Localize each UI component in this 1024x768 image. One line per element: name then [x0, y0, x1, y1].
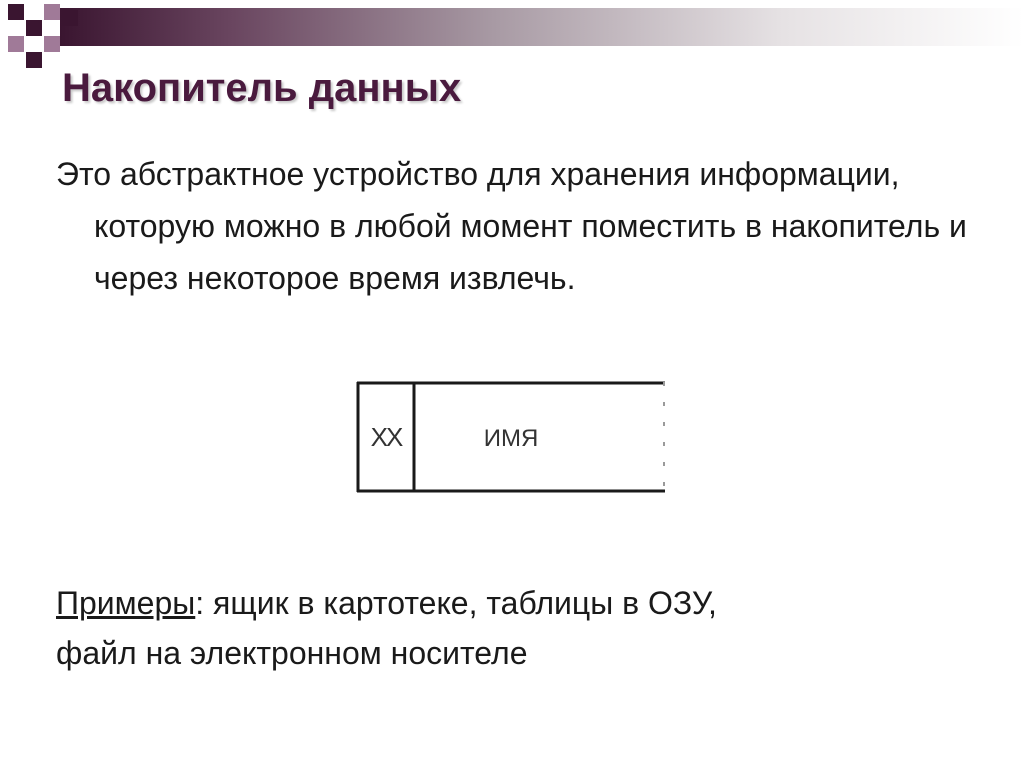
decor-square — [8, 36, 24, 52]
decor-square — [62, 10, 78, 26]
examples-label: Примеры — [56, 585, 196, 621]
data-store-diagram — [353, 380, 668, 500]
decor-square — [26, 20, 42, 36]
decor-square — [44, 4, 60, 20]
store-name-label: ИМЯ — [483, 425, 539, 452]
examples-line-2: файл на электронном носителе — [56, 635, 528, 671]
decor-square — [8, 4, 24, 20]
store-id-label: XX — [370, 422, 402, 452]
slide-title: Накопитель данных — [62, 66, 462, 110]
header-gradient-bar — [60, 8, 1024, 46]
examples-line-1: : ящик в картотеке, таблицы в ОЗУ, — [195, 585, 717, 621]
decor-square — [26, 52, 42, 68]
examples-text — [56, 578, 976, 678]
decor-square — [44, 36, 60, 52]
definition-text: Это абстрактное устройство для хранения информации, которую можно в любой момент поместить в накопитель и через некоторое время извлечь. — [56, 156, 967, 296]
